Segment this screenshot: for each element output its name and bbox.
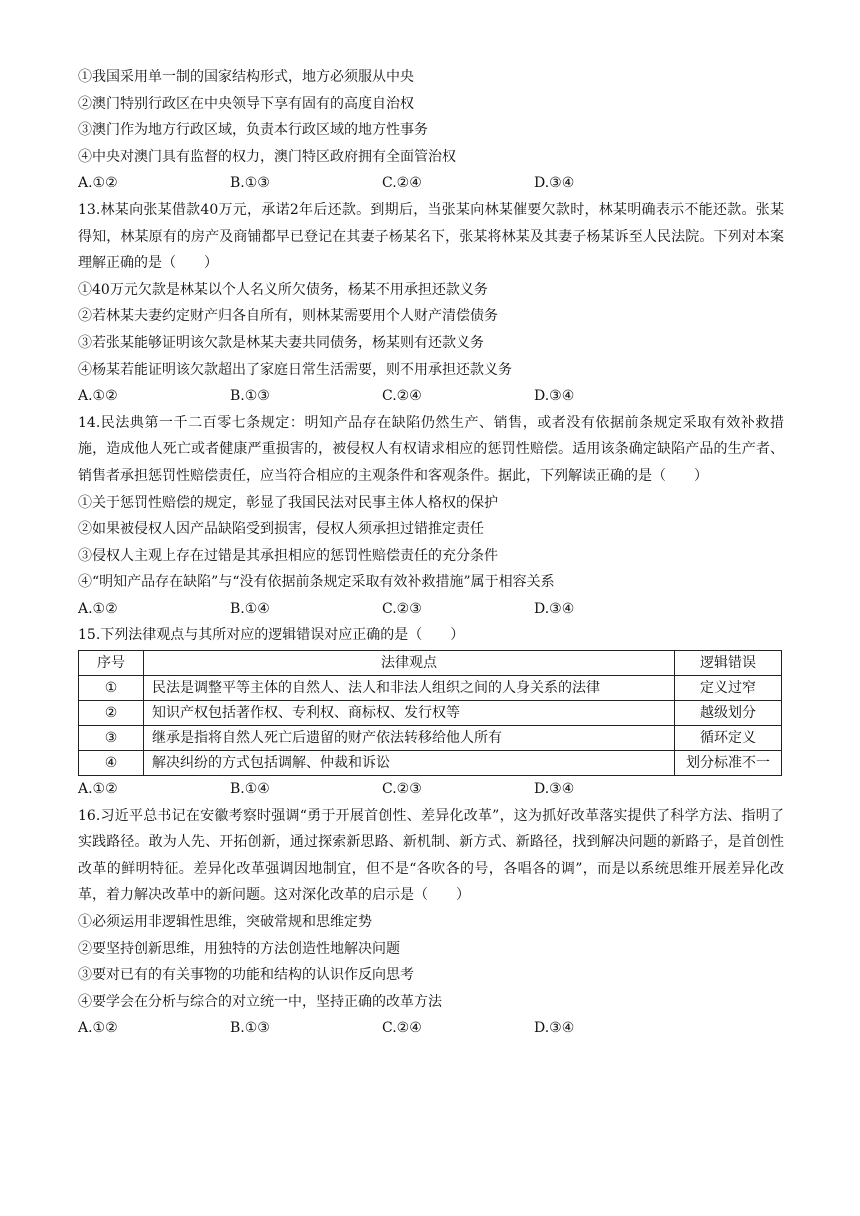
- q13-option-b: B.①③: [230, 388, 270, 405]
- q12-option-d: D.③④: [534, 175, 575, 192]
- q15-stem: 15.下列法律观点与其所对应的逻辑错误对应正确的是（ ）: [78, 627, 465, 644]
- q13-statement-4: ④杨某若能证明该欠款超出了家庭日常生活需要，则不用承担还款义务: [78, 361, 512, 378]
- q15-option-c: C.②③: [382, 781, 422, 798]
- q12-statement-3: ③澳门作为地方行政区域，负责本行政区域的地方性事务: [78, 122, 428, 139]
- q12-option-b: B.①③: [230, 175, 270, 192]
- q13-statement-3: ③若张某能够证明该欠款是林某夫妻共同债务，杨某则有还款义务: [78, 334, 484, 351]
- table-cell-index: ②: [79, 701, 144, 726]
- question-13: [78, 197, 784, 410]
- q13-option-a: A.①②: [78, 388, 118, 405]
- q14-option-b: B.①④: [230, 600, 270, 617]
- q14-options: [78, 596, 784, 623]
- q13-statement-1: ①40万元欠款是林某以个人名义所欠债务，杨某不用承担还款义务: [78, 281, 488, 298]
- q12-option-a: A.①②: [78, 175, 118, 192]
- q15-option-b: B.①④: [230, 781, 270, 798]
- table-header-viewpoint: 法律观点: [144, 651, 675, 676]
- table-cell-index: ③: [79, 726, 144, 751]
- table-cell-index: ①: [79, 676, 144, 701]
- table-cell-error: 越级划分: [675, 701, 782, 726]
- q12-options: [78, 170, 784, 197]
- q16-options: [78, 1015, 784, 1042]
- question-14: [78, 410, 784, 623]
- q13-option-c: C.②④: [382, 388, 422, 405]
- table-cell-error: 循环定义: [675, 726, 782, 751]
- q14-stem: 14.民法典第一千二百零七条规定：明知产品存在缺陷仍然生产、销售，或者没有依据前条规定采取有效补救措施，造成他人死亡或者健康严重损害的，被侵权人有权请求相应的惩罚性赔偿。适用该条确定缺陷产品的生产者、销售者承担惩罚性赔偿责任，应当符合相应的主观条件和客观条件。据此，下列解读正确的是（ ）: [78, 414, 784, 484]
- table-cell-viewpoint: 解决纠纷的方式包括调解、仲裁和诉讼: [144, 751, 675, 776]
- q16-option-d: D.③④: [534, 1020, 575, 1037]
- table-row: [79, 751, 782, 776]
- q14-statement-2: ②如果被侵权人因产品缺陷受到损害，侵权人须承担过错推定责任: [78, 521, 484, 538]
- table-header-error: 逻辑错误: [675, 651, 782, 676]
- q13-option-d: D.③④: [534, 388, 575, 405]
- q15-table: [78, 650, 782, 776]
- q12-statement-2: ②澳门特别行政区在中央领导下享有固有的高度自治权: [78, 95, 414, 112]
- table-cell-index: ④: [79, 751, 144, 776]
- q12-statement-4: ④中央对澳门具有监督的权力，澳门特区政府拥有全面管治权: [78, 148, 456, 165]
- q13-stem: 13.林某向张某借款40万元，承诺2年后还款。到期后，当张某向林某催要欠款时，林某明确表示不能还款。张某得知，林某原有的房产及商铺都早已登记在其妻子杨某名下，张某将林某及其妻子杨某诉至人民法院。下列对本案理解正确的是（ ）: [78, 201, 784, 272]
- table-row: [79, 726, 782, 751]
- table-cell-error: 定义过窄: [675, 676, 782, 701]
- q13-statement-2: ②若林某夫妻约定财产归各自所有，则林某需要用个人财产清偿债务: [78, 308, 498, 325]
- question-12: [78, 64, 784, 197]
- q14-statement-4: ④“明知产品存在缺陷”与“没有依据前条规定采取有效补救措施”属于相容关系: [78, 574, 555, 591]
- q14-statement-1: ①关于惩罚性赔偿的规定，彰显了我国民法对民事主体人格权的保护: [78, 494, 498, 511]
- q16-option-c: C.②④: [382, 1020, 422, 1037]
- q15-option-a: A.①②: [78, 781, 118, 798]
- table-cell-viewpoint: 民法是调整平等主体的自然人、法人和非法人组织之间的人身关系的法律: [144, 676, 675, 701]
- table-cell-error: 划分标准不一: [675, 751, 782, 776]
- q12-option-c: C.②④: [382, 175, 422, 192]
- q16-statement-4: ④要学会在分析与综合的对立统一中，坚持正确的改革方法: [78, 993, 442, 1010]
- table-cell-viewpoint: 继承是指将自然人死亡后遗留的财产依法转移给他人所有: [144, 726, 675, 751]
- table-header-row: [79, 651, 782, 676]
- q13-options: [78, 383, 784, 410]
- table-header-index: 序号: [79, 651, 144, 676]
- q16-stem: 16.习近平总书记在安徽考察时强调“勇于开展首创性、差异化改革”，这为抓好改革落实提供了科学方法、指明了实践路径。敢为人先、开拓创新，通过探索新思路、新机制、新方式、新路径，找到解决问题的新路子，是首创性改革的鲜明特征。差异化改革强调因地制宜，但不是“各吹各的号，各唱各的调”，而是以系统思维开展差异化改革，着力解决改革中的新问题。这对深化改革的启示是（ ）: [78, 807, 784, 904]
- exam-page: [78, 64, 784, 1042]
- q12-statement-1: ①我国采用单一制的国家结构形式，地方必须服从中央: [78, 69, 414, 85]
- q14-option-c: C.②③: [382, 600, 422, 617]
- question-16: [78, 803, 784, 1042]
- q15-option-d: D.③④: [534, 781, 575, 798]
- q16-option-b: B.①③: [230, 1020, 270, 1037]
- table-row: [79, 701, 782, 726]
- q16-statement-1: ①必须运用非逻辑性思维，突破常规和思维定势: [78, 914, 372, 931]
- table-cell-viewpoint: 知识产权包括著作权、专利权、商标权、发行权等: [144, 701, 675, 726]
- q16-statement-3: ③要对已有的有关事物的功能和结构的认识作反向思考: [78, 967, 414, 984]
- question-15: [78, 622, 784, 802]
- q16-option-a: A.①②: [78, 1020, 118, 1037]
- q14-option-a: A.①②: [78, 600, 118, 617]
- table-row: [79, 676, 782, 701]
- q14-option-d: D.③④: [534, 600, 575, 617]
- q14-statement-3: ③侵权人主观上存在过错是其承担相应的惩罚性赔偿责任的充分条件: [78, 547, 498, 564]
- q15-options: [78, 776, 784, 803]
- q16-statement-2: ②要坚持创新思维，用独特的方法创造性地解决问题: [78, 940, 400, 957]
